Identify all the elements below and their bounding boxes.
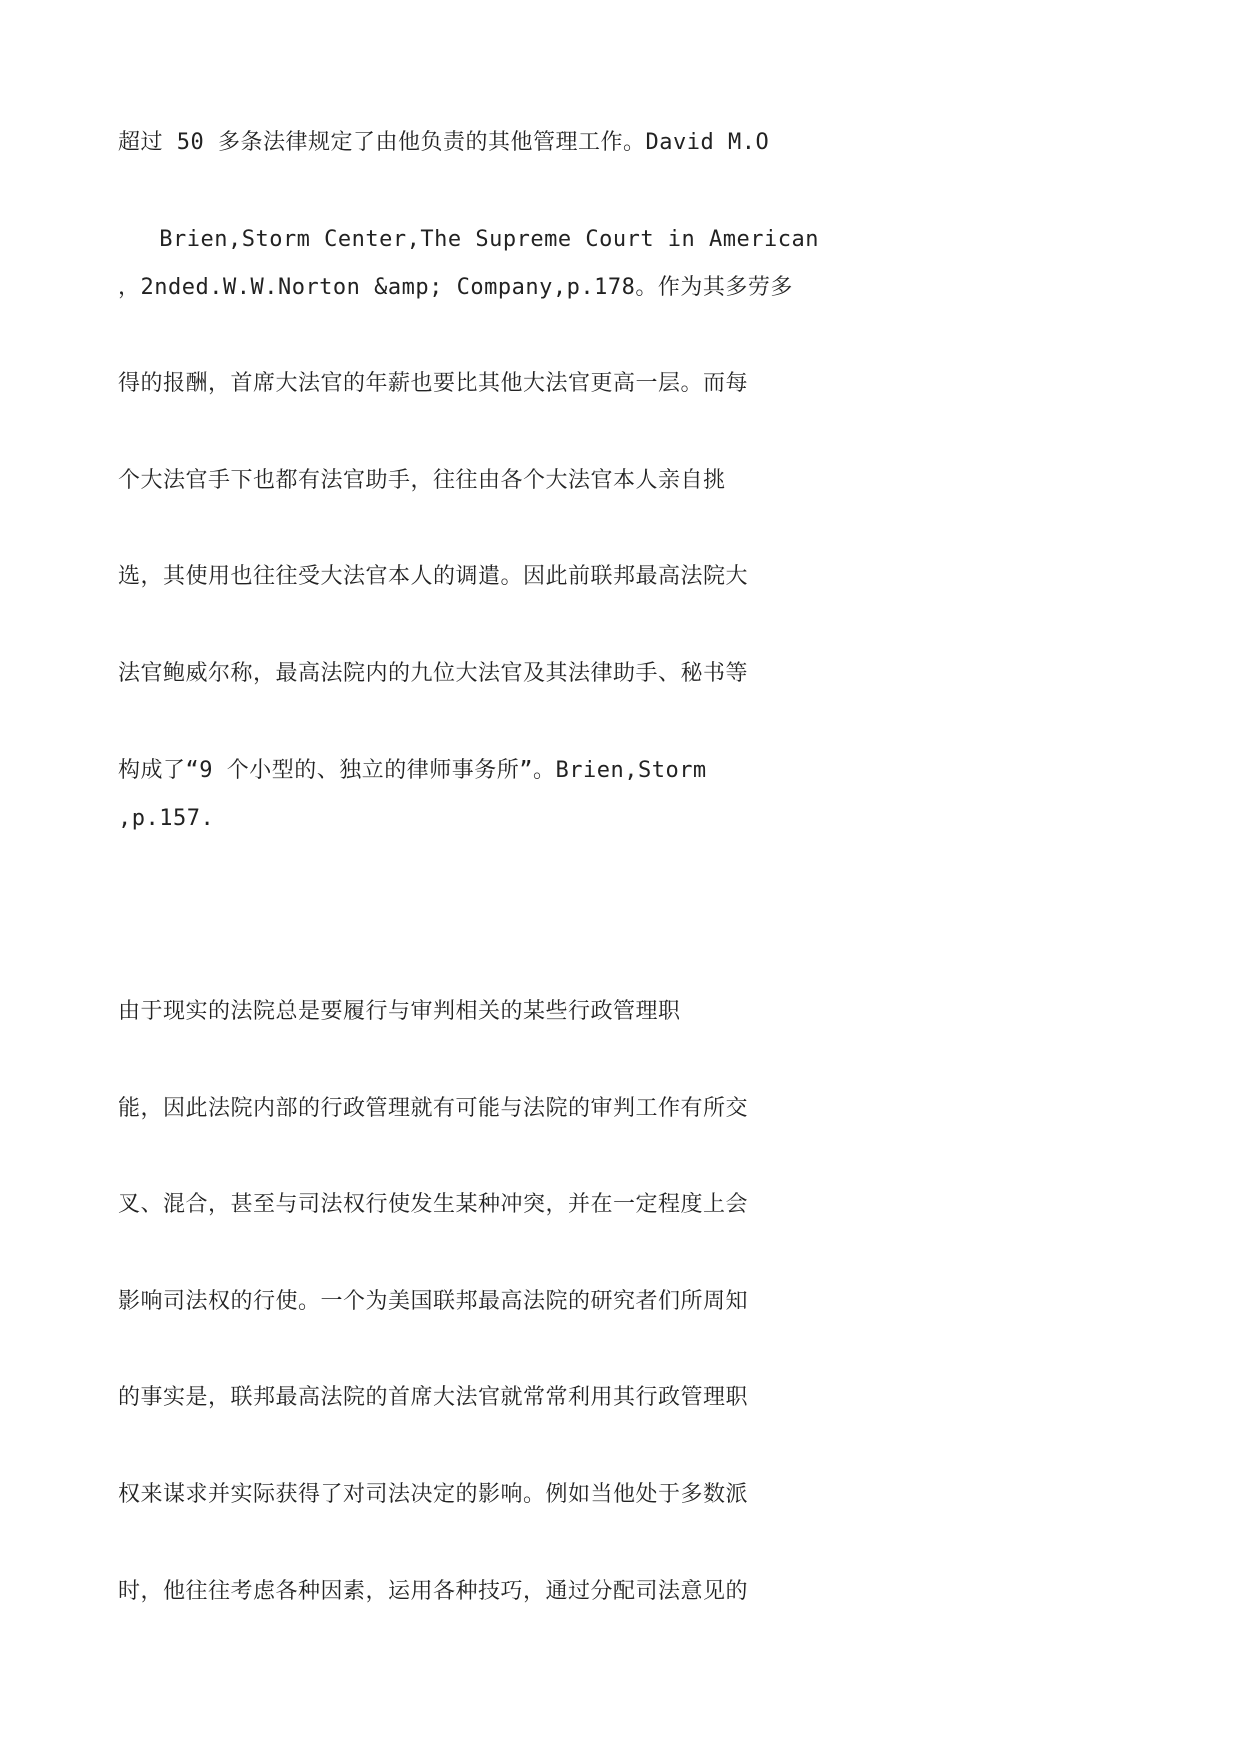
text-line: 叉、混合，甚至与司法权行使发生某种冲突，并在一定程度上会	[118, 1192, 749, 1217]
text-line: 时，他往往考虑各种因素，运用各种技巧，通过分配司法意见的	[118, 1579, 749, 1604]
text-line: 能，因此法院内部的行政管理就有可能与法院的审判工作有所交	[118, 1096, 749, 1121]
text-line: 的事实是，联邦最高法院的首席大法官就常常利用其行政管理职	[118, 1385, 749, 1410]
text-line: 超过 50 多条法律规定了由他负责的其他管理工作。David M.O	[118, 130, 770, 155]
text-line: 构成了“9 个小型的、独立的律师事务所”。Brien,Storm	[118, 758, 707, 783]
text-line: ，2nded.W.W.Norton &amp; Company,p.178。作为其多劳多	[118, 275, 793, 300]
text-line: 权来谋求并实际获得了对司法决定的影响。例如当他处于多数派	[118, 1482, 749, 1507]
text-line: ,p.157.	[118, 806, 215, 831]
text-line: 法官鲍威尔称，最高法院内的九位大法官及其法律助手、秘书等	[118, 661, 749, 686]
text-line: 得的报酬，首席大法官的年薪也要比其他大法官更高一层。而每	[118, 371, 749, 396]
text-line: 由于现实的法院总是要履行与审判相关的某些行政管理职	[118, 999, 681, 1024]
text-line: 影响司法权的行使。一个为美国联邦最高法院的研究者们所周知	[118, 1289, 749, 1314]
text-line: Brien,Storm Center,The Supreme Court in American	[118, 227, 820, 252]
text-line: 选，其使用也往往受大法官本人的调遣。因此前联邦最高法院大	[118, 564, 749, 589]
text-line: 个大法官手下也都有法官助手，往往由各个大法官本人亲自挑	[118, 468, 726, 493]
